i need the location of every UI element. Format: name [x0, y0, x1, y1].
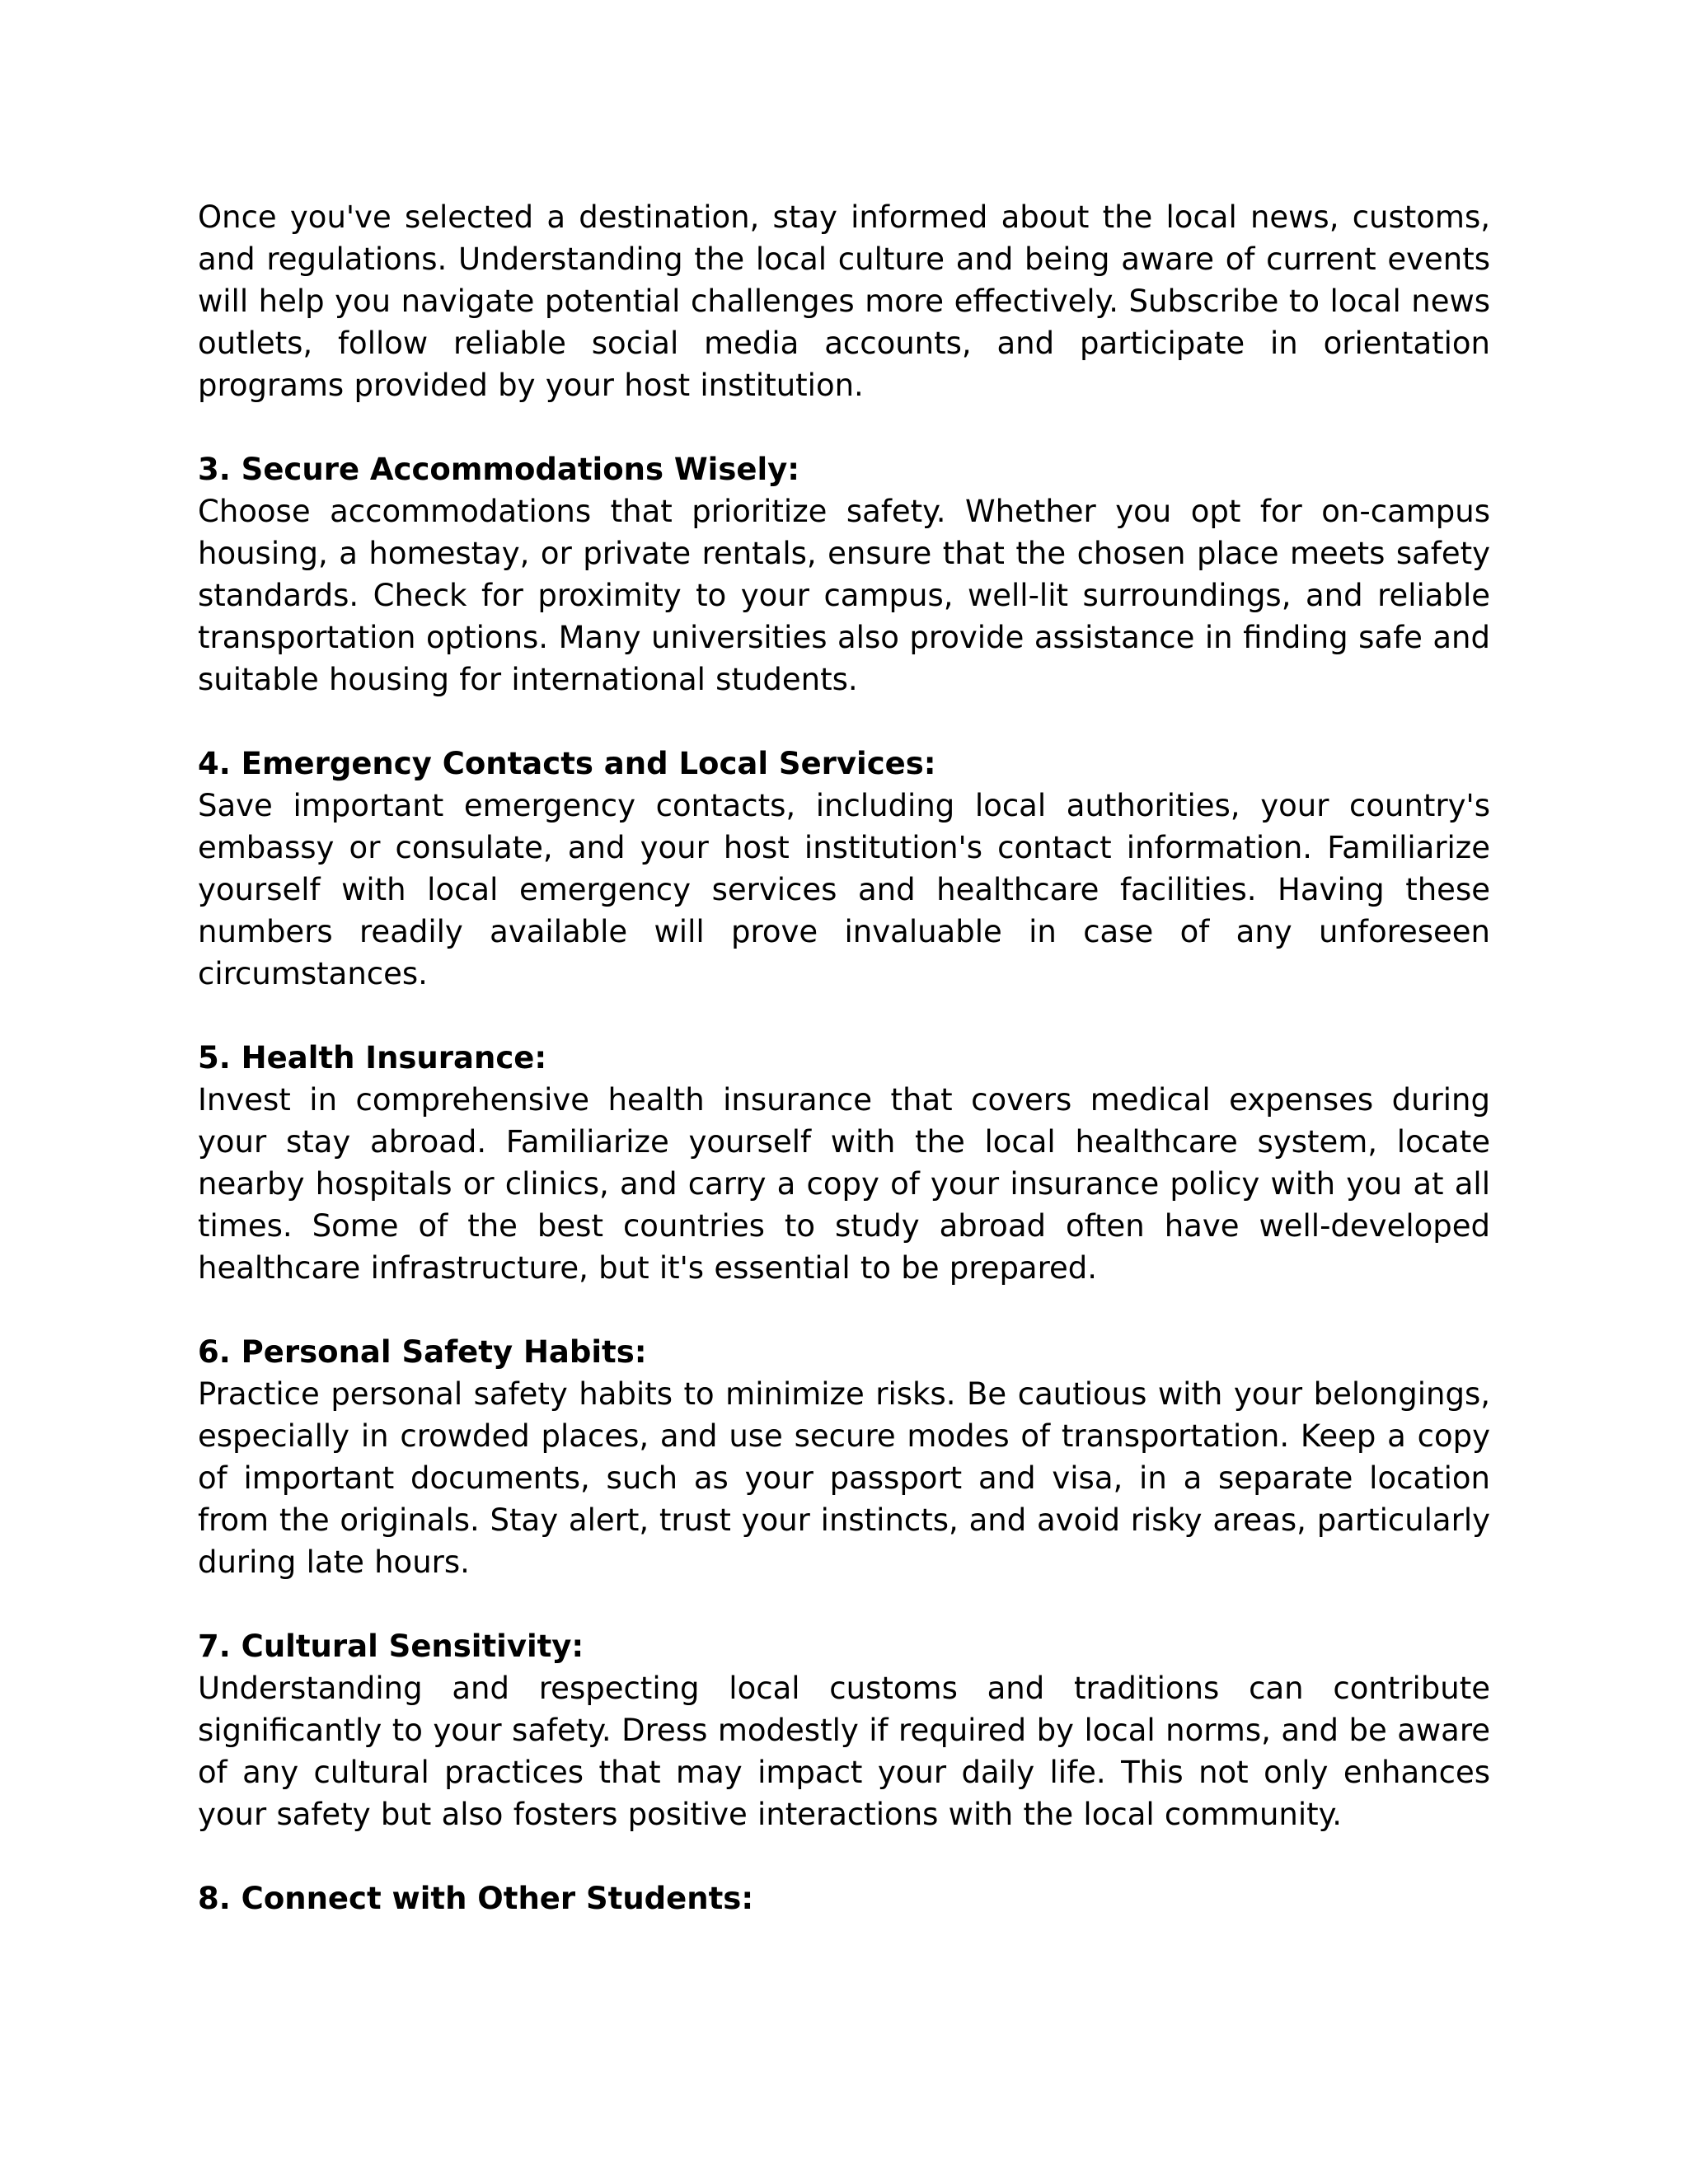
section-body: Invest in comprehensive health insurance that covers medical expenses during your stay abroad. Familiarize yourself with the local healthcare system, locate nearby hospitals or clinics, and carry a copy of your insurance policy with you at all times. Some of the best countries to study abroad often have well-developed healthcare infrastructure, but it's essential to be prepared. [198, 1082, 1490, 1286]
section-heading: 6. Personal Safety Habits: [198, 1334, 647, 1370]
section-emergency-contacts [198, 743, 1490, 995]
section-personal-safety [198, 1331, 1490, 1583]
section-health-insurance [198, 1037, 1490, 1289]
document-page [198, 196, 1490, 1919]
section-accommodations [198, 448, 1490, 701]
section-heading: 3. Secure Accommodations Wisely: [198, 452, 800, 487]
section-body: Save important emergency contacts, including local authorities, your country's embassy or consulate, and your host institution's contact information. Familiarize yourself with local emergency services and healthcare facilities. Having these numbers readily available will prove invaluable in case of any unforeseen circumstances. [198, 788, 1490, 991]
section-body: Choose accommodations that prioritize safety. Whether you opt for on-campus housing, a homestay, or private rentals, ensure that the chosen place meets safety standards. Check for proximity to your campus, well-lit surroundings, and reliable transportation options. Many universities also provide assistance in finding safe and suitable housing for international students. [198, 494, 1490, 697]
section-body: Understanding and respecting local customs and traditions can contribute significantly to your safety. Dress modestly if required by local norms, and be aware of any cultural practices that may impact your daily life. This not only enhances your safety but also fosters positive interactions with the local community. [198, 1671, 1490, 1832]
section-heading: 8. Connect with Other Students: [198, 1881, 754, 1916]
section-connect-students [198, 1877, 1490, 1919]
section-heading: 5. Health Insurance: [198, 1040, 547, 1076]
section-heading: 4. Emergency Contacts and Local Services: [198, 746, 936, 781]
intro-paragraph: Once you've selected a destination, stay informed about the local news, customs, and regulations. Understanding the local culture and being aware of current events will help you navigate potential challenges more effectively. Subscribe to local news outlets, follow reliable social media accounts, and participate in orientation programs provided by your host institution. [198, 199, 1490, 403]
section-heading: 7. Cultural Sensitivity: [198, 1629, 584, 1664]
section-cultural-sensitivity [198, 1625, 1490, 1835]
section-body: Practice personal safety habits to minimize risks. Be cautious with your belongings, especially in crowded places, and use secure modes of transportation. Keep a copy of important documents, such as your passport and visa, in a separate location from the originals. Stay alert, trust your instincts, and avoid risky areas, particularly during late hours. [198, 1376, 1490, 1580]
